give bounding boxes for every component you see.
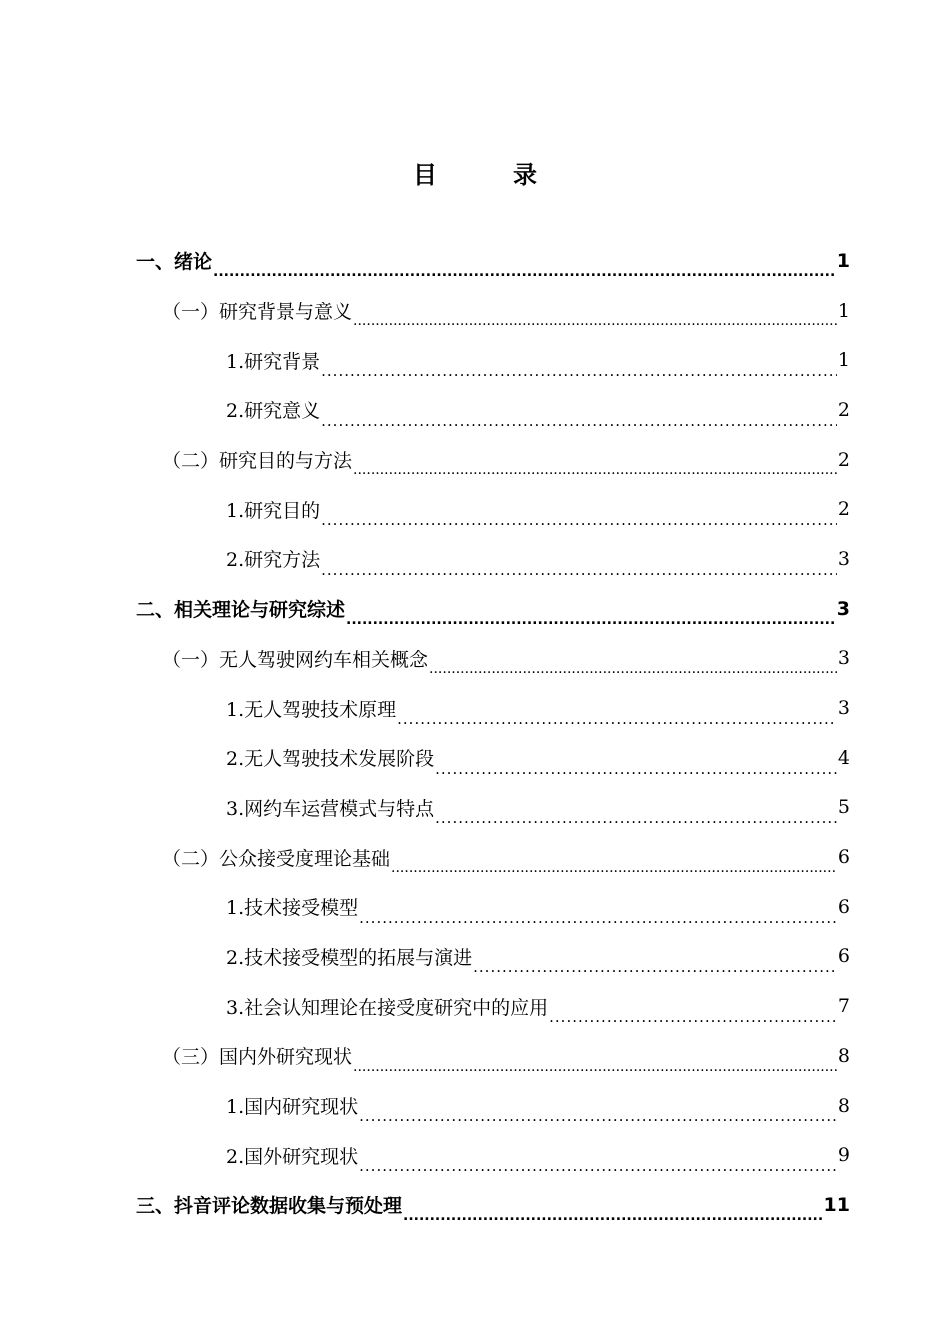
toc-entry-title: 3.网约车运营模式与特点 (226, 797, 435, 820)
toc-dot-leader (321, 506, 837, 534)
toc-entry-title: 1.国内研究现状 (226, 1096, 359, 1119)
toc-entry-level-3[interactable] (0, 733, 950, 783)
toc-entry-level-3[interactable] (0, 1130, 950, 1180)
toc-entry-level-3[interactable] (0, 783, 950, 833)
toc-page-number: 5 (837, 796, 850, 819)
toc-page-number: 2 (837, 398, 850, 421)
toc-entry-title: 2.国外研究现状 (226, 1145, 359, 1168)
toc-page-number: 1 (837, 299, 850, 322)
toc-entry-title: 3.社会认知理论在接受度研究中的应用 (226, 996, 549, 1019)
toc-dot-leader (549, 1003, 837, 1031)
toc-page-number: 6 (837, 945, 850, 968)
toc-entry-level-2[interactable] (0, 286, 950, 336)
toc-page-number: 6 (837, 846, 850, 869)
toc-entry-title: （一）无人驾驶网约车相关概念 (162, 648, 429, 671)
toc-entry-title: 一、绪论 (136, 251, 213, 274)
toc-entry-level-3[interactable] (0, 981, 950, 1031)
toc-entry-level-3[interactable] (0, 335, 950, 385)
toc-page-number: 3 (837, 647, 850, 670)
toc-dot-leader (353, 456, 837, 484)
toc-entry-title: 1.研究背景 (226, 350, 321, 373)
toc-page-number: 1 (837, 349, 850, 372)
toc-entry-level-1[interactable] (0, 1180, 950, 1230)
toc-entry-title: 1.研究目的 (226, 499, 321, 522)
toc-page-number: 8 (837, 1094, 850, 1117)
toc-dot-leader (473, 953, 837, 981)
toc-dot-leader (346, 606, 836, 634)
toc-entry-title: 2.技术接受模型的拓展与演进 (226, 946, 473, 969)
toc-dot-leader (429, 655, 837, 683)
toc-dot-leader (321, 556, 837, 584)
toc-dot-leader (359, 904, 837, 932)
toc-entry-level-2[interactable] (0, 435, 950, 485)
toc-title-char-1: 目 (413, 161, 437, 189)
toc-entry-level-3[interactable] (0, 882, 950, 932)
toc-entry-title: （二）公众接受度理论基础 (162, 847, 391, 870)
toc-entry-level-3[interactable] (0, 534, 950, 584)
toc-page-number: 7 (837, 995, 850, 1018)
toc-dot-leader (353, 1053, 837, 1081)
toc-dot-leader (353, 307, 837, 335)
toc-page-number: 1 (836, 249, 850, 272)
toc-page-number: 3 (837, 547, 850, 570)
toc-entry-title: （二）研究目的与方法 (162, 450, 353, 473)
toc-entry-level-2[interactable] (0, 832, 950, 882)
toc-entry-title: 1.无人驾驶技术原理 (226, 698, 397, 721)
toc-entry-title: （一）研究背景与意义 (162, 301, 353, 324)
toc-dot-leader (321, 357, 837, 385)
toc-title (0, 160, 950, 190)
toc-entry-level-3[interactable] (0, 932, 950, 982)
toc-dot-leader (435, 804, 837, 832)
toc-entry-level-3[interactable] (0, 683, 950, 733)
toc-entry-level-1[interactable] (0, 584, 950, 634)
toc-page-number: 11 (823, 1193, 850, 1216)
toc-page-number: 6 (837, 895, 850, 918)
toc-page-number: 2 (837, 498, 850, 521)
toc-page-number: 8 (837, 1044, 850, 1067)
toc-entry-title: 1.技术接受模型 (226, 897, 359, 920)
toc-entry-title: 三、抖音评论数据收集与预处理 (136, 1195, 403, 1218)
toc-dot-leader (213, 258, 836, 286)
toc-entry-level-3[interactable] (0, 484, 950, 534)
toc-page-number: 3 (836, 597, 850, 620)
toc-entry-title: 2.无人驾驶技术发展阶段 (226, 748, 435, 771)
toc-entry-level-2[interactable] (0, 634, 950, 684)
toc-entry-level-3[interactable] (0, 385, 950, 435)
toc-page-number: 9 (837, 1144, 850, 1167)
toc-page-number: 4 (837, 746, 850, 769)
toc-list (0, 236, 950, 1230)
toc-dot-leader (321, 407, 837, 435)
toc-dot-leader (397, 705, 837, 733)
toc-entry-title: 2.研究方法 (226, 549, 321, 572)
toc-title-char-2: 录 (513, 161, 537, 189)
toc-entry-title: （三）国内外研究现状 (162, 1046, 353, 1069)
toc-dot-leader (359, 1152, 837, 1180)
toc-dot-leader (359, 1102, 837, 1130)
toc-page-number: 3 (837, 697, 850, 720)
toc-entry-title: 2.研究意义 (226, 400, 321, 423)
toc-entry-title: 二、相关理论与研究综述 (136, 599, 346, 622)
toc-entry-level-3[interactable] (0, 1081, 950, 1131)
toc-page-number: 2 (837, 448, 850, 471)
toc-entry-level-1[interactable] (0, 236, 950, 286)
toc-dot-leader (403, 1202, 823, 1230)
toc-entry-level-2[interactable] (0, 1031, 950, 1081)
toc-dot-leader (435, 755, 837, 783)
toc-dot-leader (391, 854, 837, 882)
